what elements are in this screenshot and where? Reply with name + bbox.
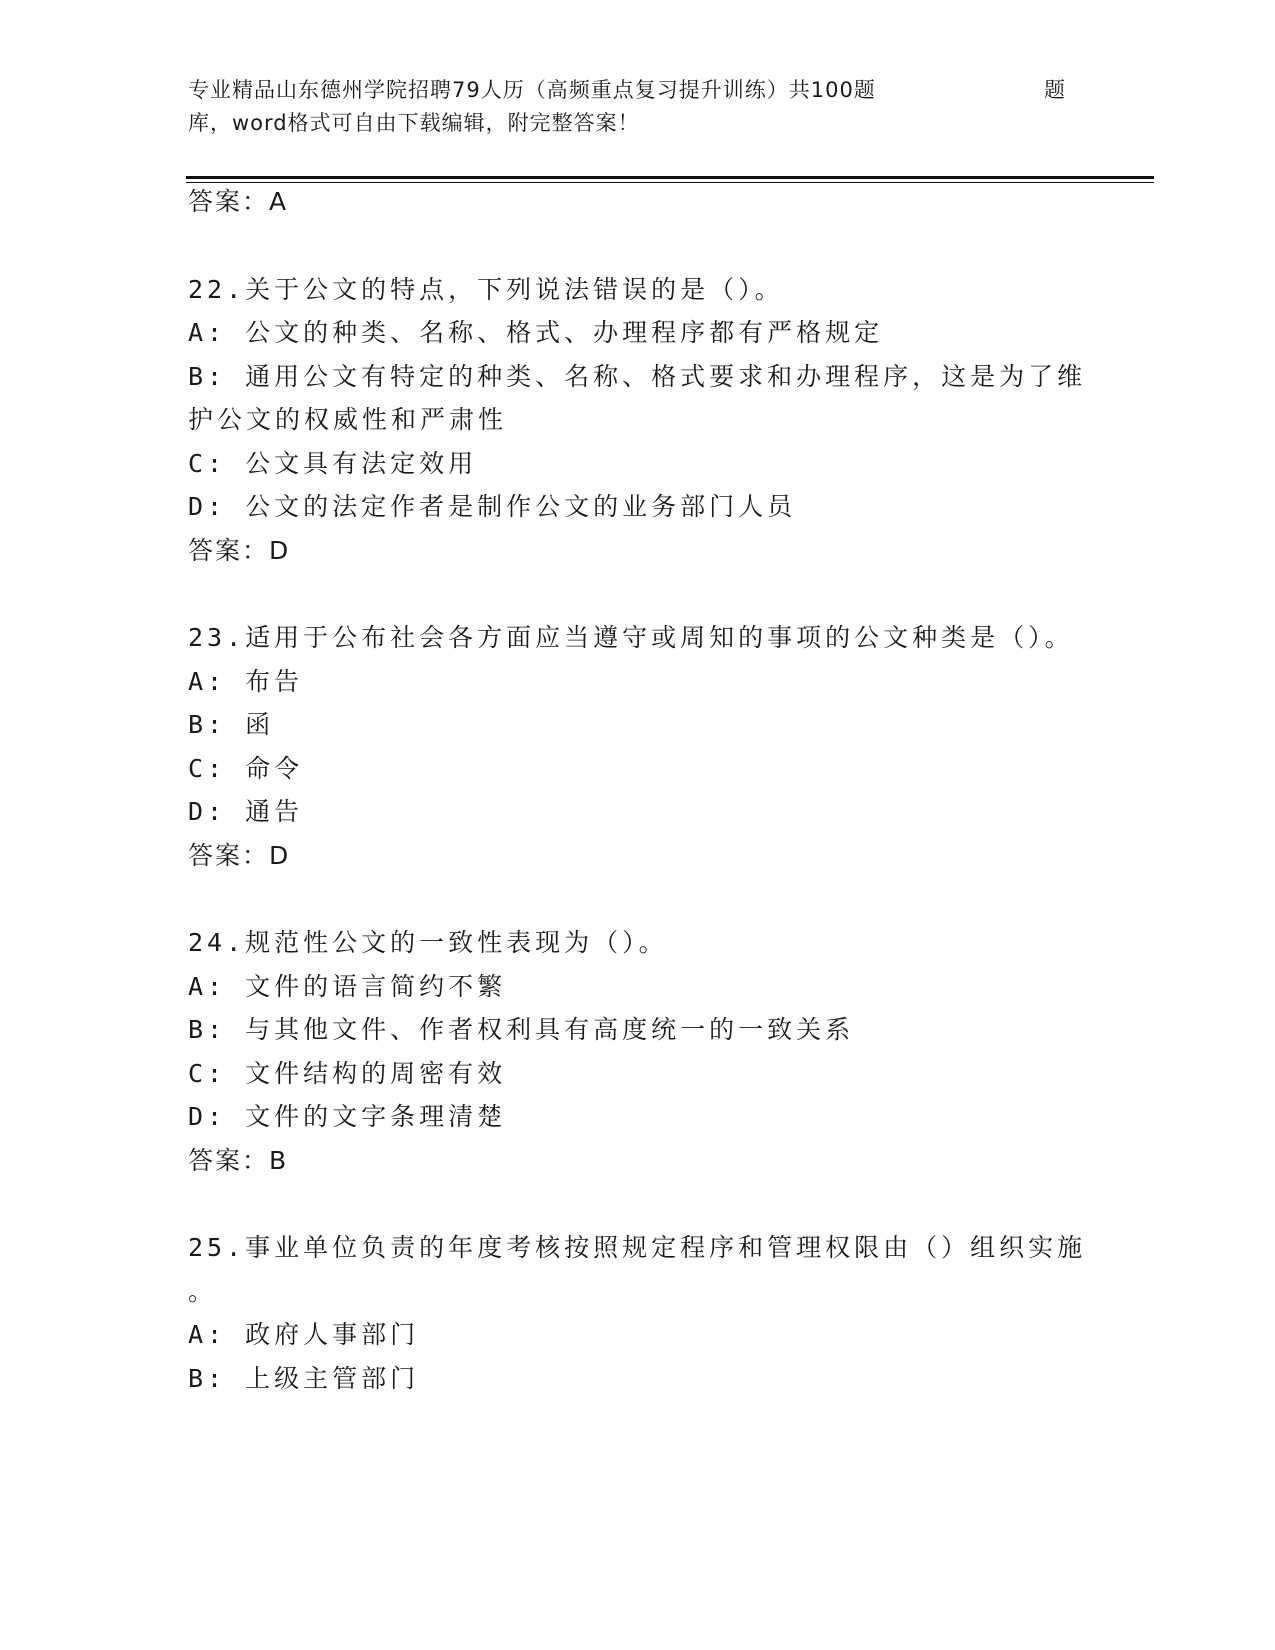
question-22-option-b-cont: 护公文的权威性和严肃性 (188, 405, 508, 434)
question-24-stem: 24.规范性公文的一致性表现为（）。 (188, 928, 668, 957)
header-line-2: 库，word格式可自由下载编辑，附完整答案！ (188, 111, 640, 135)
question-23-option-d: D: 通告 (188, 797, 304, 826)
question-25-option-a: A: 政府人事部门 (188, 1320, 420, 1349)
header-title-tail: 题 (1044, 78, 1066, 102)
header-title: 专业精品山东德州学院招聘79人历（高频重点复习提升训练）共100题 (188, 78, 876, 102)
answer-21: 答案：A (188, 187, 289, 216)
question-25-stem-cont: 。 (188, 1277, 218, 1306)
question-23-option-c: C: 命令 (188, 754, 304, 783)
question-23-option-a: A: 布告 (188, 667, 304, 696)
question-22-option-c: C: 公文具有法定效用 (188, 449, 478, 478)
question-24-option-b: B: 与其他文件、作者权利具有高度统一的一致关系 (188, 1015, 855, 1044)
question-25-option-b: B: 上级主管部门 (188, 1364, 420, 1393)
question-22-option-b: B: 通用公文有特定的种类、名称、格式要求和办理程序，这是为了维 (188, 362, 1087, 391)
answer-24: 答案：B (188, 1146, 289, 1175)
header-divider-thin (186, 182, 1154, 183)
answer-23: 答案：D (188, 841, 291, 870)
question-23-stem: 23.适用于公布社会各方面应当遵守或周知的事项的公文种类是（）。 (188, 623, 1074, 652)
header-divider (186, 176, 1154, 179)
header-line-1 (188, 74, 1088, 107)
question-25-stem: 25.事业单位负责的年度考核按照规定程序和管理权限由（）组织实施 (188, 1233, 1087, 1262)
answer-22: 答案：D (188, 536, 291, 565)
question-23-option-b: B: 函 (188, 710, 275, 739)
question-24-option-a: A: 文件的语言简约不繁 (188, 972, 507, 1001)
question-24-option-d: D: 文件的文字条理清楚 (188, 1102, 507, 1131)
question-22-stem: 22.关于公文的特点，下列说法错误的是（）。 (188, 275, 784, 304)
question-22-option-a: A: 公文的种类、名称、格式、办理程序都有严格规定 (188, 318, 884, 347)
page-header (188, 74, 1088, 140)
question-22-option-d: D: 公文的法定作者是制作公文的业务部门人员 (188, 492, 797, 521)
question-24-option-c: C: 文件结构的周密有效 (188, 1059, 507, 1088)
